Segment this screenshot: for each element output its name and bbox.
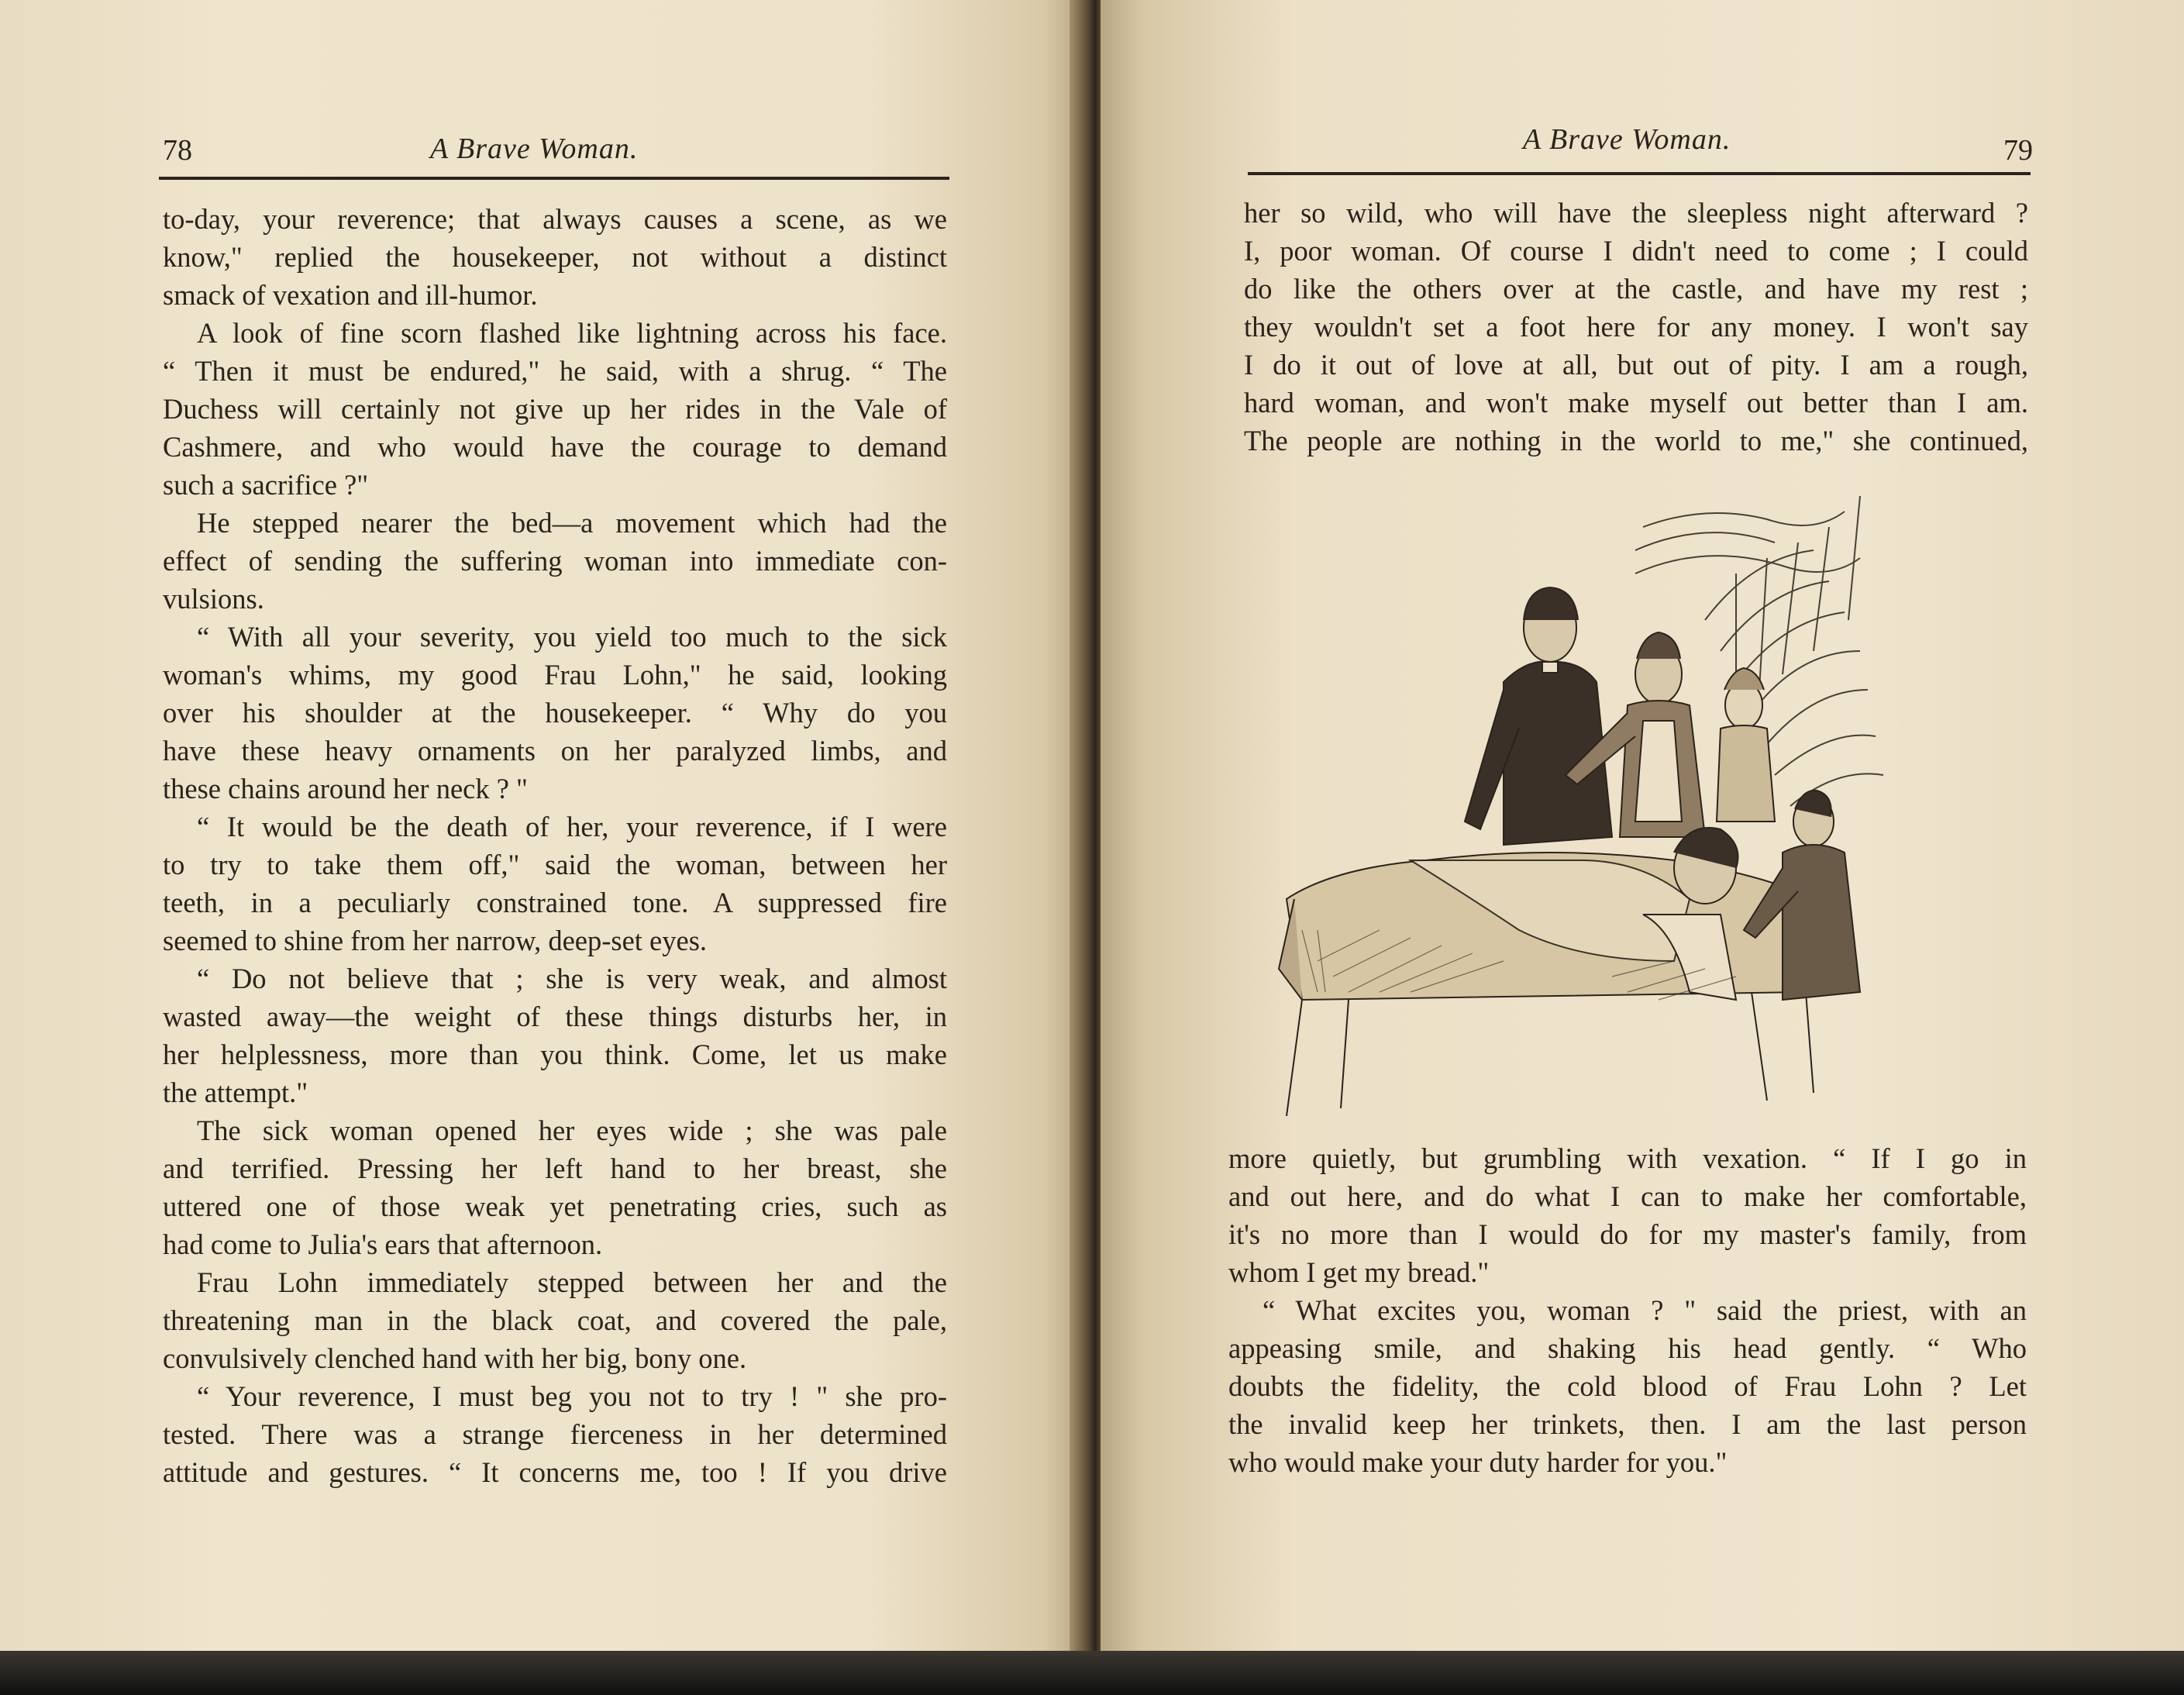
text-line: The sick woman opened her eyes wide ; she was pale	[197, 1114, 947, 1146]
text-line: Frau Lohn immediately stepped between her and the	[197, 1266, 947, 1298]
text-line: attitude and gestures. “ It concerns me, too ! If you drive	[163, 1456, 947, 1488]
running-head: A Brave Woman.	[430, 133, 639, 165]
text-line: whom I get my bread."	[1228, 1256, 1490, 1288]
text-line: do like the others over at the castle, and have my rest ;	[1244, 273, 2028, 305]
text-line: hard woman, and won't make myself out better than I am.	[1244, 387, 2028, 419]
text-line: the attempt."	[163, 1077, 308, 1108]
text-line: to try to take them off," said the woman, between her	[163, 849, 947, 880]
text-line: The people are nothing in the world to me," she continued,	[1244, 425, 2028, 456]
text-line: “ What excites you, woman ? " said the priest, with an	[1263, 1294, 2027, 1326]
text-line: the invalid keep her trinkets, then. I am the last person	[1228, 1408, 2027, 1440]
text-line: smack of vexation and ill-humor.	[163, 279, 538, 311]
text-line: seemed to shine from her narrow, deep-set eyes.	[163, 925, 708, 956]
right-body-text-bottom	[1228, 1139, 2027, 1481]
text-line: over his shoulder at the housekeeper. “ Why do you	[163, 697, 947, 729]
header-rule	[1248, 172, 2031, 175]
text-line: “ It would be the death of her, your reverence, if I were	[197, 811, 947, 842]
text-line: more quietly, but grumbling with vexation. “ If I go in	[1228, 1142, 2027, 1174]
right-page	[1101, 0, 2184, 1666]
text-line: “ With all your severity, you yield too much to the sick	[197, 621, 947, 653]
text-line: He stepped nearer the bed—a movement which had the	[197, 507, 947, 539]
text-line: threatening man in the black coat, and covered the pale,	[163, 1304, 947, 1336]
text-line: uttered one of those weak yet penetrating cries, such as	[163, 1190, 947, 1222]
header-rule	[159, 177, 949, 180]
text-line: Cashmere, and who would have the courage to demand	[163, 431, 947, 463]
text-line: have these heavy ornaments on her paralyzed limbs, and	[163, 735, 947, 767]
text-line: such a sacrifice ?"	[163, 469, 369, 501]
text-line: doubts the fidelity, the cold blood of Frau Lohn ? Let	[1228, 1370, 2027, 1402]
text-line: teeth, in a peculiarly constrained tone. A suppressed fire	[163, 887, 947, 918]
text-line: who would make your duty harder for you."	[1228, 1446, 1728, 1478]
text-line: and terrified. Pressing her left hand to her breast, she	[163, 1152, 947, 1184]
text-line: tested. There was a strange fierceness in her determined	[163, 1418, 947, 1450]
page-number: 79	[2003, 134, 2033, 167]
left-body-text	[163, 200, 947, 1491]
book-bottom-edge	[0, 1651, 2184, 1695]
left-page	[0, 0, 1085, 1666]
text-line: they wouldn't set a foot here for any money. I won't say	[1244, 311, 2028, 343]
text-line: it's no more than I would do for my master's family, from	[1228, 1218, 2027, 1250]
engraving-illustration	[1271, 496, 1953, 1116]
text-line: to-day, your reverence; that always causes a scene, as we	[163, 203, 947, 235]
text-line: had come to Julia's ears that afternoon.	[163, 1228, 603, 1260]
text-line: “ Then it must be endured," he said, with a shrug. “ The	[163, 355, 947, 387]
right-body-text-top	[1244, 194, 2028, 460]
text-line: convulsively clenched hand with her big, bony one.	[163, 1342, 747, 1374]
text-line: “ Your reverence, I must beg you not to try ! " she pro-	[197, 1380, 947, 1412]
text-line: woman's whims, my good Frau Lohn," he said, looking	[163, 659, 947, 691]
text-line: A look of fine scorn flashed like lightning across his face.	[197, 317, 947, 349]
page-number: 78	[163, 134, 192, 167]
text-line: appeasing smile, and shaking his head gently. “ Who	[1228, 1332, 2027, 1364]
text-line: and out here, and do what I can to make her comfortable,	[1228, 1180, 2027, 1212]
text-line: effect of sending the suffering woman into immediate con-	[163, 545, 947, 577]
text-line: “ Do not believe that ; she is very weak, and almost	[197, 963, 947, 994]
text-line: I do it out of love at all, but out of pity. I am a rough,	[1244, 349, 2028, 381]
text-line: her so wild, who will have the sleepless night afterward ?	[1244, 197, 2028, 229]
text-line: these chains around her neck ? "	[163, 773, 528, 804]
text-line: I, poor woman. Of course I didn't need to come ; I could	[1244, 235, 2028, 267]
text-line: Duchess will certainly not give up her rides in the Vale of	[163, 393, 947, 425]
text-line: know," replied the housekeeper, not without a distinct	[163, 241, 947, 273]
text-line: vulsions.	[163, 583, 264, 615]
text-line: wasted away—the weight of these things disturbs her, in	[163, 1001, 947, 1032]
text-line: her helplessness, more than you think. Come, let us make	[163, 1039, 947, 1070]
running-head: A Brave Woman.	[1523, 123, 1731, 156]
